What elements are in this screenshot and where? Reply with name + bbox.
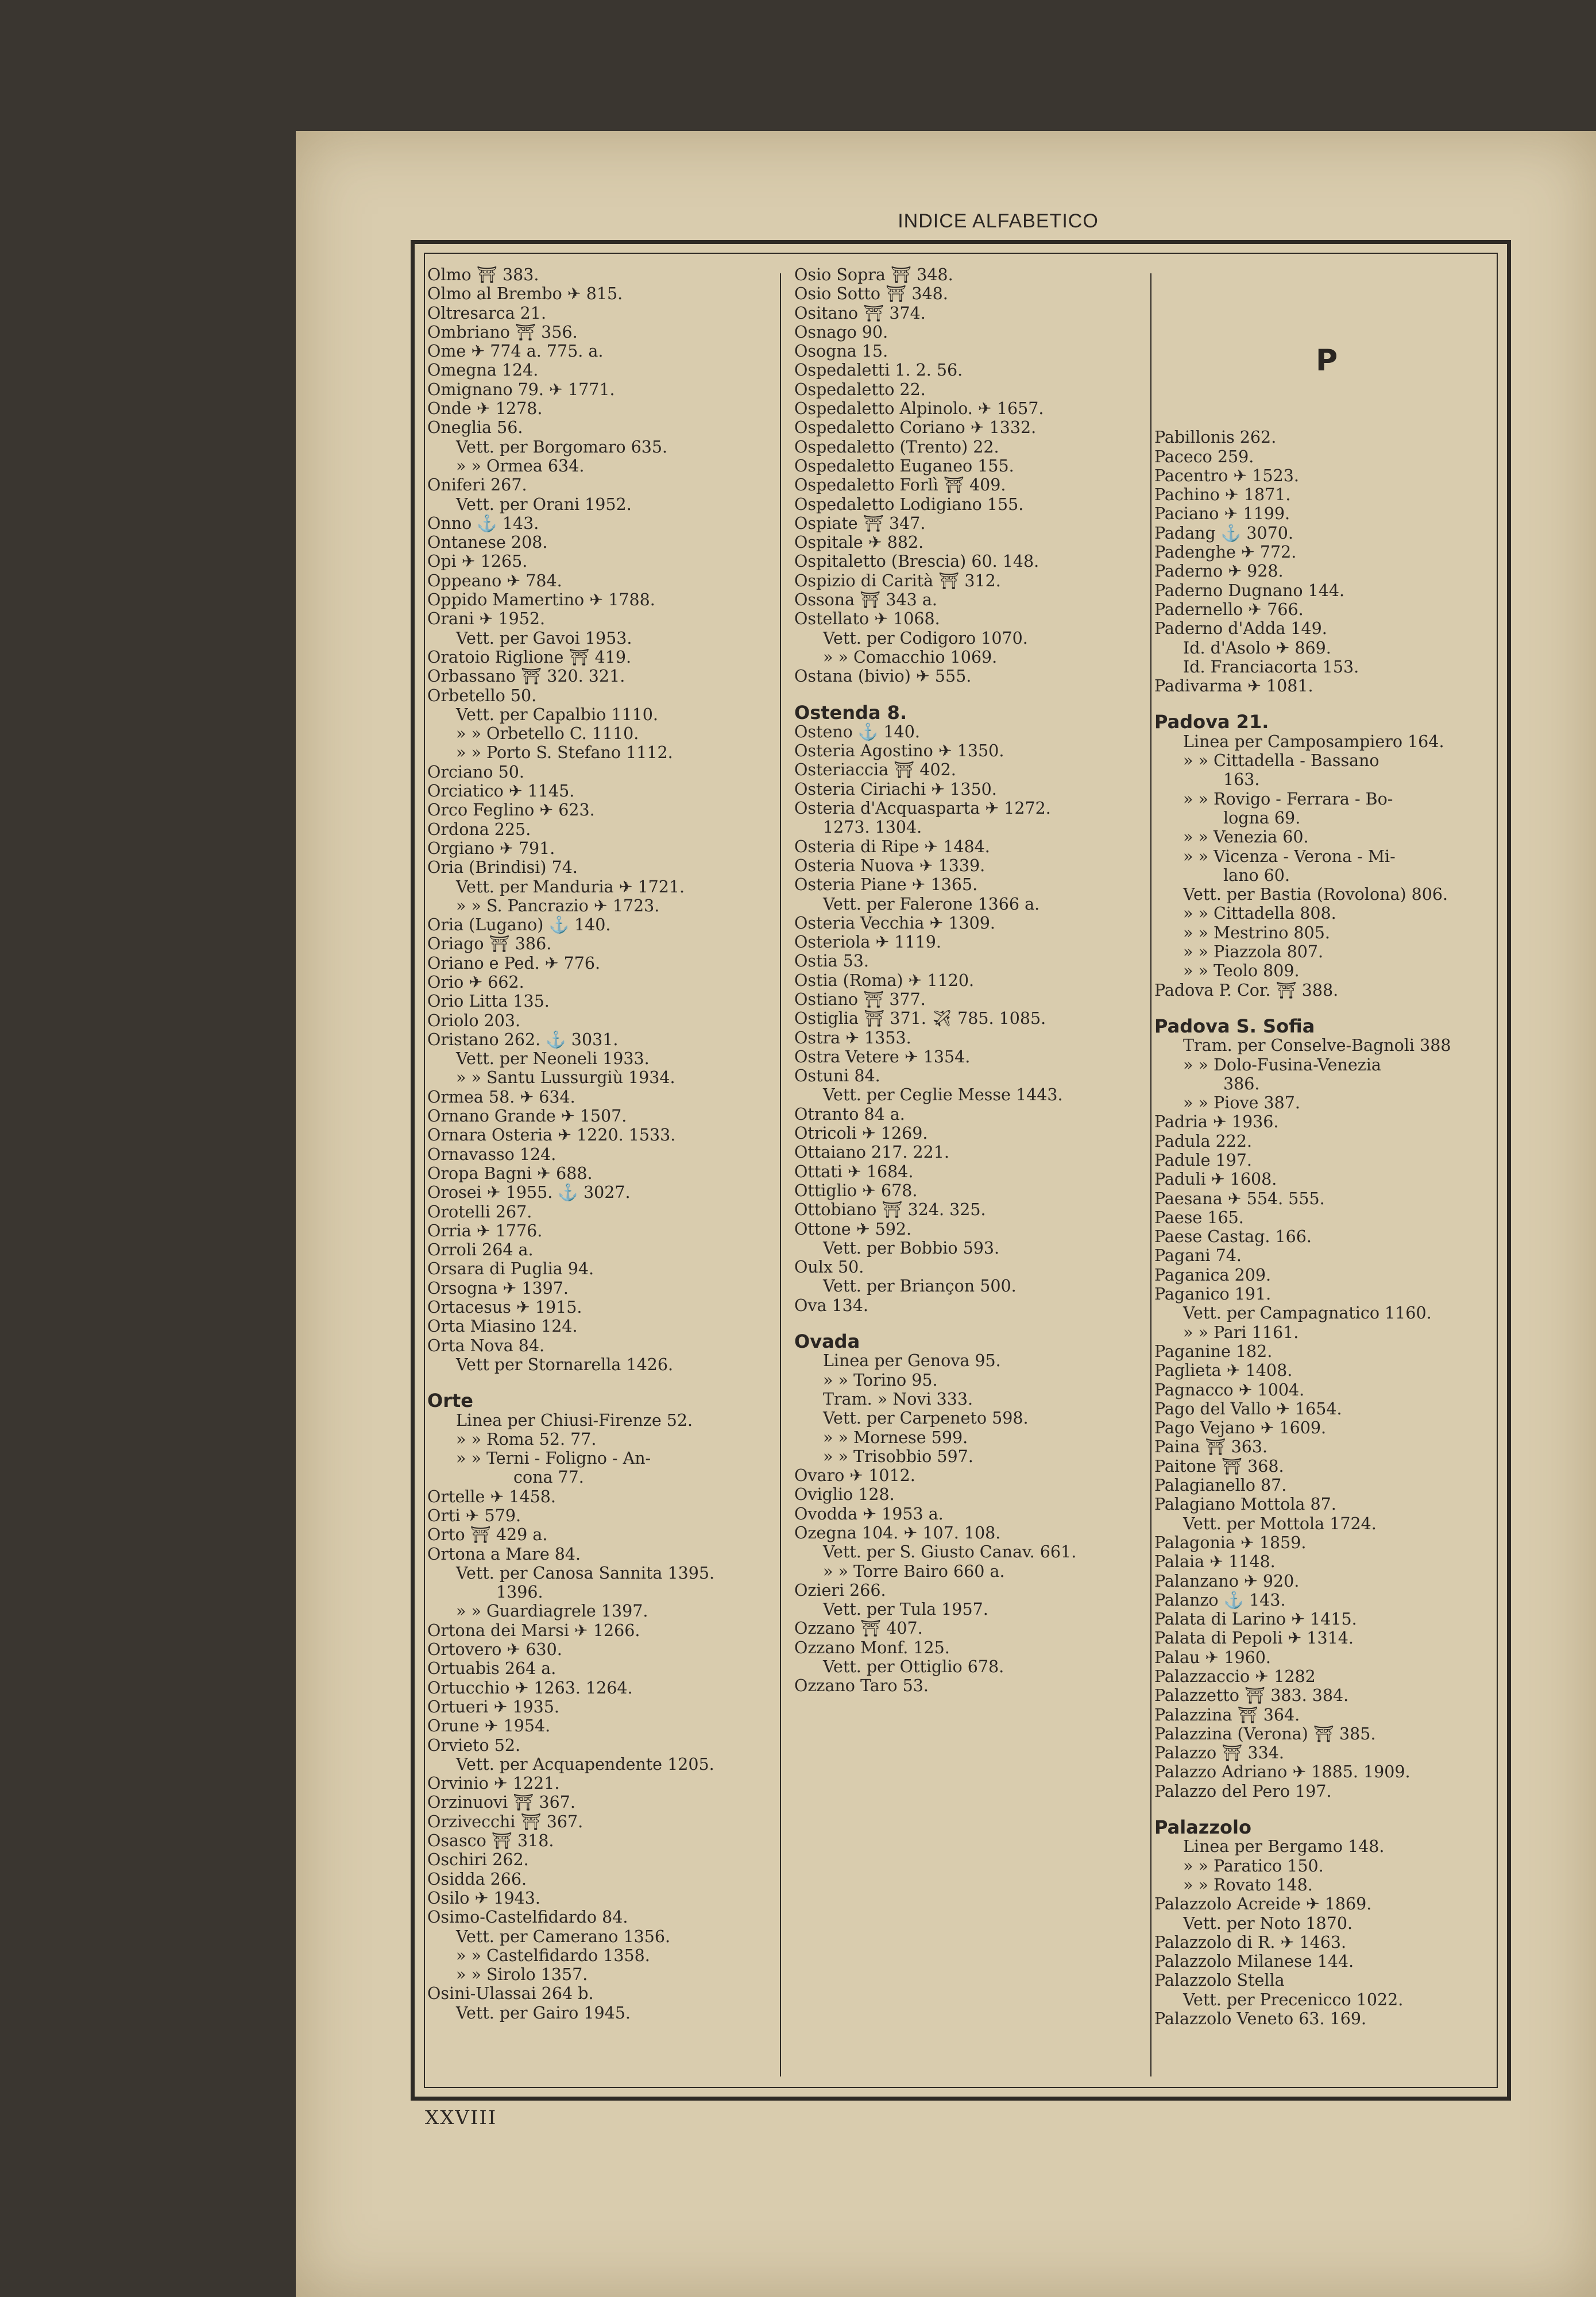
index-entry: Osnago 90. bbox=[794, 322, 888, 342]
index-entry: » » Terni - Foligno - An- bbox=[456, 1449, 651, 1468]
index-entry: Ozzano Monf. 125. bbox=[794, 1638, 950, 1657]
index-entry: Vett. per Tula 1957. bbox=[823, 1600, 988, 1619]
index-entry: » » Roma 52. 77. bbox=[456, 1429, 597, 1449]
index-entry: Orsara di Puglia 94. bbox=[427, 1259, 594, 1279]
index-entry: Paderno ✈ 928. bbox=[1154, 562, 1284, 581]
index-entry: Osio Sotto ⛩ 348. bbox=[794, 284, 948, 304]
index-entry: Pagnacco ✈ 1004. bbox=[1154, 1380, 1305, 1399]
index-entry: Osio Sopra ⛩ 348. bbox=[794, 265, 953, 284]
index-entry: Paduli ✈ 1608. bbox=[1154, 1170, 1277, 1189]
index-entry: Pacentro ✈ 1523. bbox=[1154, 466, 1299, 485]
index-entry: Paglieta ✈ 1408. bbox=[1154, 1361, 1293, 1380]
index-entry: Vett. per Mottola 1724. bbox=[1183, 1514, 1377, 1533]
index-entry: » » Guardiagrele 1397. bbox=[456, 1602, 648, 1621]
index-entry: 163. bbox=[1223, 770, 1260, 790]
index-entry: Ontanese 208. bbox=[427, 533, 548, 552]
index-entry: Ospedaletto Lodigiano 155. bbox=[794, 494, 1024, 514]
index-column-1 bbox=[427, 265, 772, 2023]
index-entry: Paganica 209. bbox=[1154, 1265, 1272, 1285]
index-entry: Paderno Dugnano 144. bbox=[1154, 581, 1345, 600]
index-entry: Oppido Mamertino ✈ 1788. bbox=[427, 590, 655, 610]
index-entry: » » Piazzola 807. bbox=[1183, 942, 1324, 962]
index-entry: Linea per Chiusi-Firenze 52. bbox=[456, 1410, 693, 1430]
index-entry: Oppeano ✈ 784. bbox=[427, 571, 562, 590]
index-entry: Ospedaletto Coriano ✈ 1332. bbox=[794, 418, 1037, 438]
index-entry: Oltresarca 21. bbox=[427, 303, 547, 323]
index-entry: Id. d'Asolo ✈ 869. bbox=[1183, 638, 1331, 658]
index-entry: Osasco ⛩ 318. bbox=[427, 1831, 554, 1851]
index-entry: Ostra ✈ 1353. bbox=[794, 1028, 911, 1047]
index-heading: Orte bbox=[427, 1390, 473, 1412]
page-number: XXVIII bbox=[425, 2106, 497, 2129]
index-entry: Ortelle ✈ 1458. bbox=[427, 1487, 556, 1506]
index-entry: Vett. per Acquapendente 1205. bbox=[456, 1754, 714, 1774]
index-entry: Vett. per Ottiglio 678. bbox=[823, 1657, 1004, 1677]
index-entry: » » Vicenza - Verona - Mi- bbox=[1183, 846, 1396, 866]
index-entry: Orta Miasino 124. bbox=[427, 1317, 578, 1336]
index-entry: Ovodda ✈ 1953 a. bbox=[794, 1504, 944, 1523]
index-heading: Ovada bbox=[794, 1331, 860, 1353]
index-entry: Palazzina ⛩ 364. bbox=[1154, 1705, 1300, 1724]
index-entry: Orciatico ✈ 1145. bbox=[427, 782, 575, 801]
index-heading: Padova S. Sofia bbox=[1154, 1015, 1315, 1037]
index-entry: Paina ⛩ 363. bbox=[1154, 1437, 1268, 1457]
index-entry: Onde ✈ 1278. bbox=[427, 399, 543, 419]
index-entry: Vett. per Capalbio 1110. bbox=[456, 705, 658, 724]
index-entry: Padivarma ✈ 1081. bbox=[1154, 676, 1313, 696]
index-entry: Ostia 53. bbox=[794, 952, 869, 971]
index-entry: Osidda 266. bbox=[427, 1869, 527, 1889]
index-entry: Otranto 84 a. bbox=[794, 1104, 905, 1124]
index-entry: Orciano 50. bbox=[427, 762, 524, 782]
index-entry: Vett. per Ceglie Messe 1443. bbox=[823, 1085, 1063, 1105]
index-entry: Onno ⚓ 143. bbox=[427, 513, 539, 533]
index-column-3 bbox=[1154, 265, 1499, 2028]
index-entry: Oriago ⛩ 386. bbox=[427, 934, 552, 954]
index-entry: Pago del Vallo ✈ 1654. bbox=[1154, 1399, 1342, 1418]
index-entry: Oulx 50. bbox=[794, 1258, 864, 1277]
index-entry: Ospedaletto Forlì ⛩ 409. bbox=[794, 475, 1006, 495]
index-entry: Padule 197. bbox=[1154, 1150, 1252, 1170]
index-entry: Orvinio ✈ 1221. bbox=[427, 1774, 560, 1793]
index-entry: » » Paratico 150. bbox=[1183, 1856, 1324, 1876]
index-entry: Ova 134. bbox=[794, 1296, 868, 1315]
index-entry: Ottiglio ✈ 678. bbox=[794, 1181, 918, 1200]
index-heading: Padova 21. bbox=[1154, 711, 1269, 733]
index-entry: » » Rovato 148. bbox=[1183, 1875, 1313, 1894]
index-entry: Ostiano ⛩ 377. bbox=[794, 989, 926, 1009]
index-entry: Orio Litta 135. bbox=[427, 992, 550, 1011]
index-entry: Vett. per Briançon 500. bbox=[823, 1277, 1017, 1296]
index-entry: Padernello ✈ 766. bbox=[1154, 600, 1304, 619]
index-entry: Vett. per Borgomaro 635. bbox=[456, 437, 668, 457]
index-entry: » » Mornese 599. bbox=[823, 1428, 968, 1447]
index-heading: Ostenda 8. bbox=[794, 701, 907, 724]
index-entry: Paganine 182. bbox=[1154, 1341, 1273, 1361]
index-entry: Paceco 259. bbox=[1154, 447, 1254, 466]
index-entry: Ormea 58. ✈ 634. bbox=[427, 1087, 575, 1107]
index-entry: Osilo ✈ 1943. bbox=[427, 1888, 540, 1908]
index-entry: Ornano Grande ✈ 1507. bbox=[427, 1107, 627, 1126]
index-entry: Ombriano ⛩ 356. bbox=[427, 322, 578, 342]
index-entry: Palazzolo Veneto 63. 169. bbox=[1154, 2009, 1367, 2029]
index-entry: Palazzo Adriano ✈ 1885. 1909. bbox=[1154, 1762, 1410, 1782]
index-entry: Ostia (Roma) ✈ 1120. bbox=[794, 970, 975, 990]
page-header: INDICE ALFABETICO bbox=[898, 210, 1099, 232]
index-entry: Id. Franciacorta 153. bbox=[1183, 657, 1359, 676]
index-entry: Ortacesus ✈ 1915. bbox=[427, 1298, 582, 1317]
index-entry: Ozzano Taro 53. bbox=[794, 1676, 929, 1696]
index-entry: Orto ⛩ 429 a. bbox=[427, 1525, 548, 1545]
index-entry: Ospizio di Carità ⛩ 312. bbox=[794, 571, 1001, 590]
index-entry: Osogna 15. bbox=[794, 342, 888, 361]
index-entry: » » Piove 387. bbox=[1183, 1093, 1300, 1113]
index-entry: Vett. per Codigoro 1070. bbox=[823, 628, 1028, 648]
index-entry: Paese Castag. 166. bbox=[1154, 1227, 1312, 1247]
index-entry: Vett. per Neoneli 1933. bbox=[456, 1049, 650, 1069]
index-entry: Palaia ✈ 1148. bbox=[1154, 1552, 1276, 1572]
index-entry: Vett. per Canosa Sannita 1395. bbox=[456, 1563, 715, 1583]
index-entry: Palagiano Mottola 87. bbox=[1154, 1495, 1336, 1514]
index-entry: Palanzano ✈ 920. bbox=[1154, 1571, 1300, 1591]
index-entry: Vett per Stornarella 1426. bbox=[456, 1355, 674, 1374]
index-entry: Oviglio 128. bbox=[794, 1485, 895, 1505]
index-entry: Orco Feglino ✈ 623. bbox=[427, 801, 595, 820]
index-entry: Ortovero ✈ 630. bbox=[427, 1640, 562, 1660]
index-entry: Ossona ⛩ 343 a. bbox=[794, 590, 937, 610]
index-entry: » » Castelfidardo 1358. bbox=[456, 1946, 650, 1965]
index-entry: Palazzo del Pero 197. bbox=[1154, 1781, 1332, 1801]
index-entry: Olmo ⛩ 383. bbox=[427, 265, 539, 284]
index-entry: » » Mestrino 805. bbox=[1183, 923, 1330, 942]
index-entry: Osteria Agostino ✈ 1350. bbox=[794, 741, 1004, 761]
index-entry: » » Torre Bairo 660 a. bbox=[823, 1561, 1005, 1581]
index-entry: » » Ormea 634. bbox=[456, 456, 585, 475]
index-entry: Oniferi 267. bbox=[427, 475, 527, 495]
index-entry: Tram. per Conselve-Bagnoli 388 bbox=[1183, 1036, 1451, 1055]
index-entry: Osteria Nuova ✈ 1339. bbox=[794, 856, 986, 875]
index-entry: Orvieto 52. bbox=[427, 1735, 521, 1755]
index-entry: Orgiano ✈ 791. bbox=[427, 838, 555, 858]
index-entry: Palazzolo di R. ✈ 1463. bbox=[1154, 1932, 1347, 1952]
index-entry: » » Teolo 809. bbox=[1183, 961, 1300, 981]
index-entry: Padova P. Cor. ⛩ 388. bbox=[1154, 980, 1339, 1000]
index-entry: Palau ✈ 1960. bbox=[1154, 1648, 1271, 1667]
index-entry: Ospedaletto (Trento) 22. bbox=[794, 437, 999, 457]
index-entry: Orani ✈ 1952. bbox=[427, 609, 546, 629]
index-entry: » » Cittadella - Bassano bbox=[1183, 751, 1379, 771]
index-entry: Oria (Lugano) ⚓ 140. bbox=[427, 915, 611, 935]
index-entry: » » Comacchio 1069. bbox=[823, 647, 998, 667]
column-divider bbox=[1150, 273, 1151, 2076]
index-entry: Ospedaletti 1. 2. 56. bbox=[794, 361, 963, 380]
index-entry: Oropa Bagni ✈ 688. bbox=[427, 1163, 593, 1183]
index-entry: Ostana (bivio) ✈ 555. bbox=[794, 667, 972, 686]
index-entry: Orroli 264 a. bbox=[427, 1240, 534, 1260]
index-entry: Oriolo 203. bbox=[427, 1011, 521, 1030]
index-entry: Ostellato ✈ 1068. bbox=[794, 609, 940, 629]
index-entry: Osteria d'Acquasparta ✈ 1272. bbox=[794, 799, 1051, 818]
index-entry: Ozzano ⛩ 407. bbox=[794, 1619, 923, 1638]
index-entry: Orbassano ⛩ 320. 321. bbox=[427, 667, 625, 686]
index-entry: Ospitale ✈ 882. bbox=[794, 533, 924, 552]
index-entry: Padang ⚓ 3070. bbox=[1154, 523, 1293, 543]
index-entry: » » Orbetello C. 1110. bbox=[456, 724, 639, 744]
index-entry: Ortucchio ✈ 1263. 1264. bbox=[427, 1678, 633, 1697]
index-entry: Oristano 262. ⚓ 3031. bbox=[427, 1030, 619, 1049]
index-entry: Osimo-Castelfidardo 84. bbox=[427, 1908, 628, 1927]
index-entry: » » S. Pancrazio ✈ 1723. bbox=[456, 896, 660, 915]
index-entry: Vett. per Bobbio 593. bbox=[823, 1238, 1000, 1258]
index-entry: Tram. » Novi 333. bbox=[823, 1389, 973, 1409]
index-entry: Ospedaletto Euganeo 155. bbox=[794, 456, 1014, 475]
index-entry: Orti ✈ 579. bbox=[427, 1506, 521, 1525]
index-entry: Osteria Piane ✈ 1365. bbox=[794, 875, 978, 895]
index-entry: Ozegna 104. ✈ 107. 108. bbox=[794, 1523, 1001, 1542]
index-entry: cona 77. bbox=[513, 1468, 584, 1487]
index-entry: Oria (Brindisi) 74. bbox=[427, 858, 578, 877]
index-entry: lano 60. bbox=[1223, 865, 1290, 885]
index-entry: Vett. per Precenicco 1022. bbox=[1183, 1990, 1404, 2009]
index-entry: Palazzetto ⛩ 383. 384. bbox=[1154, 1686, 1349, 1706]
index-entry: Palazzina (Verona) ⛩ 385. bbox=[1154, 1724, 1376, 1743]
index-entry: » » Trisobbio 597. bbox=[823, 1447, 973, 1466]
index-entry: Oratoio Riglione ⛩ 419. bbox=[427, 647, 632, 667]
index-entry: Padula 222. bbox=[1154, 1131, 1253, 1151]
index-entry: Linea per Genova 95. bbox=[823, 1351, 1001, 1371]
index-entry: Osini-Ulassai 264 b. bbox=[427, 1984, 594, 2004]
index-entry: Orune ✈ 1954. bbox=[427, 1716, 551, 1736]
index-entry: Osteria Ciriachi ✈ 1350. bbox=[794, 779, 997, 799]
index-entry: Orria ✈ 1776. bbox=[427, 1221, 543, 1240]
index-entry: Otricoli ✈ 1269. bbox=[794, 1124, 928, 1143]
index-entry: Vett. per Falerone 1366 a. bbox=[823, 894, 1040, 914]
index-entry: Orbetello 50. bbox=[427, 686, 537, 705]
index-entry: Palazzolo Acreide ✈ 1869. bbox=[1154, 1894, 1372, 1914]
index-entry: Palazzaccio ✈ 1282 bbox=[1154, 1667, 1316, 1686]
index-entry: Vett. per Camerano 1356. bbox=[456, 1927, 671, 1946]
index-entry: Palazzolo Milanese 144. bbox=[1154, 1952, 1354, 1971]
index-entry: Pago Vejano ✈ 1609. bbox=[1154, 1418, 1327, 1438]
index-entry: Pachino ✈ 1871. bbox=[1154, 485, 1291, 505]
index-entry: Padria ✈ 1936. bbox=[1154, 1112, 1279, 1132]
index-entry: Ostra Vetere ✈ 1354. bbox=[794, 1047, 971, 1066]
index-entry: Osteria di Ripe ✈ 1484. bbox=[794, 837, 990, 856]
index-entry: Osteriola ✈ 1119. bbox=[794, 933, 941, 952]
index-entry: Orta Nova 84. bbox=[427, 1336, 545, 1355]
index-entry: Osteriaccia ⛩ 402. bbox=[794, 760, 956, 780]
index-entry: » » Torino 95. bbox=[823, 1370, 938, 1390]
index-entry: Ottobiano ⛩ 324. 325. bbox=[794, 1200, 986, 1220]
index-entry: Ortueri ✈ 1935. bbox=[427, 1697, 559, 1716]
section-letter: P bbox=[1315, 343, 1338, 378]
index-entry: Ornavasso 124. bbox=[427, 1144, 557, 1164]
index-entry: Orotelli 267. bbox=[427, 1202, 532, 1221]
index-entry: Palazzolo Stella bbox=[1154, 1971, 1285, 1990]
index-entry: Ome ✈ 774 a. 775. a. bbox=[427, 342, 604, 361]
index-entry: Orio ✈ 662. bbox=[427, 972, 524, 992]
index-entry: Omegna 124. bbox=[427, 361, 539, 380]
index-entry: 1396. bbox=[496, 1583, 543, 1602]
index-entry: logna 69. bbox=[1223, 808, 1301, 827]
index-entry: Olmo al Brembo ✈ 815. bbox=[427, 284, 623, 304]
index-entry: Vett. per Noto 1870. bbox=[1183, 1913, 1353, 1933]
index-entry: » » Cittadella 808. bbox=[1183, 904, 1336, 923]
index-entry: Palata di Pepoli ✈ 1314. bbox=[1154, 1629, 1354, 1648]
index-entry: 1273. 1304. bbox=[823, 818, 922, 837]
index-entry: Ordona 225. bbox=[427, 819, 531, 839]
index-entry: Ospitaletto (Brescia) 60. 148. bbox=[794, 552, 1039, 571]
index-entry: Paciano ✈ 1199. bbox=[1154, 504, 1290, 524]
index-entry: Ospiate ⛩ 347. bbox=[794, 513, 926, 533]
index-entry: Paitone ⛩ 368. bbox=[1154, 1456, 1284, 1476]
index-entry: Vett. per Carpeneto 598. bbox=[823, 1409, 1029, 1428]
index-entry: » » Sirolo 1357. bbox=[456, 1965, 588, 1985]
index-entry: Opi ✈ 1265. bbox=[427, 552, 528, 571]
index-column-2 bbox=[794, 265, 1139, 1696]
column-divider bbox=[780, 273, 781, 2076]
index-entry: Orzinuovi ⛩ 367. bbox=[427, 1793, 575, 1812]
index-entry: Paderno d'Adda 149. bbox=[1154, 619, 1327, 639]
index-entry: Palanzo ⚓ 143. bbox=[1154, 1590, 1286, 1610]
index-entry: 386. bbox=[1223, 1074, 1260, 1093]
index-entry: Ottati ✈ 1684. bbox=[794, 1162, 914, 1181]
index-entry: Omignano 79. ✈ 1771. bbox=[427, 380, 615, 399]
index-entry: Orsogna ✈ 1397. bbox=[427, 1278, 569, 1298]
index-entry: Linea per Bergamo 148. bbox=[1183, 1837, 1385, 1857]
index-entry: Palazzo ⛩ 334. bbox=[1154, 1743, 1284, 1763]
index-entry: Vett. per Gairo 1945. bbox=[456, 2003, 631, 2023]
index-entry: Ostiglia ⛩ 371. ✈ 785. 1085. bbox=[794, 1009, 1046, 1028]
index-entry: Oriano e Ped. ✈ 776. bbox=[427, 953, 601, 973]
index-entry: Osteria Vecchia ✈ 1309. bbox=[794, 913, 995, 933]
index-entry: Vett. per Campagnatico 1160. bbox=[1183, 1304, 1432, 1323]
index-entry: Ozieri 266. bbox=[794, 1580, 886, 1600]
index-entry: Ornara Osteria ✈ 1220. 1533. bbox=[427, 1126, 676, 1145]
index-entry: Ositano ⛩ 374. bbox=[794, 303, 926, 323]
index-entry: Pagani 74. bbox=[1154, 1246, 1242, 1266]
index-entry: Ortona dei Marsi ✈ 1266. bbox=[427, 1621, 640, 1640]
index-entry: Paese 165. bbox=[1154, 1208, 1244, 1227]
index-entry: Oschiri 262. bbox=[427, 1850, 529, 1870]
index-entry: Vett. per Bastia (Rovolona) 806. bbox=[1183, 885, 1448, 904]
index-entry: Osteno ⚓ 140. bbox=[794, 722, 920, 741]
index-entry: Palagianello 87. bbox=[1154, 1476, 1287, 1495]
index-entry: Vett. per Orani 1952. bbox=[456, 494, 632, 514]
index-entry: » » Porto S. Stefano 1112. bbox=[456, 743, 673, 763]
index-entry: Padenghe ✈ 772. bbox=[1154, 543, 1297, 562]
index-entry: Vett. per S. Giusto Canav. 661. bbox=[823, 1542, 1077, 1562]
index-entry: Ospedaletto 22. bbox=[794, 380, 926, 399]
index-entry: » » Rovigo - Ferrara - Bo- bbox=[1183, 789, 1393, 809]
index-entry: Paganico 191. bbox=[1154, 1285, 1272, 1304]
index-entry: Vett. per Manduria ✈ 1721. bbox=[456, 877, 685, 896]
index-entry: » » Dolo-Fusina-Venezia bbox=[1183, 1055, 1381, 1074]
index-entry: » » Pari 1161. bbox=[1183, 1322, 1299, 1342]
index-entry: Ortona a Mare 84. bbox=[427, 1544, 581, 1564]
index-entry: Pabillonis 262. bbox=[1154, 428, 1277, 447]
index-entry: Oneglia 56. bbox=[427, 418, 523, 438]
index-entry: Ovaro ✈ 1012. bbox=[794, 1466, 915, 1486]
index-entry: » » Santu Lussurgiù 1934. bbox=[456, 1068, 675, 1088]
index-entry: Ottaiano 217. 221. bbox=[794, 1143, 949, 1162]
index-entry: Orzivecchi ⛩ 367. bbox=[427, 1812, 583, 1831]
index-entry: Vett. per Gavoi 1953. bbox=[456, 628, 632, 648]
index-heading: Palazzolo bbox=[1154, 1816, 1251, 1839]
index-entry: Ospedaletto Alpinolo. ✈ 1657. bbox=[794, 399, 1044, 419]
index-entry: Ortuabis 264 a. bbox=[427, 1659, 557, 1679]
index-entry: Ostuni 84. bbox=[794, 1066, 880, 1086]
index-entry: Palata di Larino ✈ 1415. bbox=[1154, 1610, 1357, 1629]
index-entry: » » Venezia 60. bbox=[1183, 827, 1309, 847]
index-entry: Palagonia ✈ 1859. bbox=[1154, 1533, 1307, 1552]
index-entry: Ottone ✈ 592. bbox=[794, 1219, 912, 1239]
index-entry: Orosei ✈ 1955. ⚓ 3027. bbox=[427, 1183, 631, 1202]
index-entry: Paesana ✈ 554. 555. bbox=[1154, 1189, 1325, 1208]
index-entry: Linea per Camposampiero 164. bbox=[1183, 732, 1444, 751]
